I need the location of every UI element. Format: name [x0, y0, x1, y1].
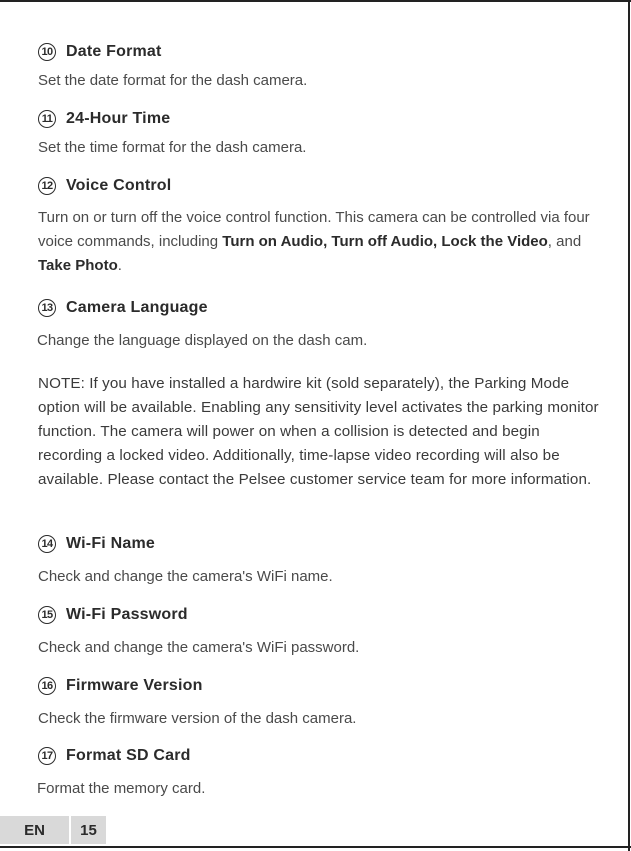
section-title: Format SD Card [66, 747, 191, 764]
parking-mode-note: NOTE: If you have installed a hardwire kit (sold separately), the Parking Mode option will be available. Enabling any sensitivity level activates the parking monitor function. The camera will power on when a collision is detected and begin recording a locked video. Additionally, time-lapse video recording will also be available. Please contact the Pelsee customer service team for more information. [38, 375, 599, 488]
section-heading-wifi-password [38, 604, 188, 626]
section-description: Set the date format for the dash camera. [38, 72, 308, 89]
section-number-badge: 17 [38, 747, 56, 765]
section-description: Check and change the camera's WiFi password. [38, 639, 360, 656]
page-number: 15 [71, 816, 106, 844]
section-number-badge: 10 [38, 43, 56, 61]
section-number-badge: 14 [38, 535, 56, 553]
section-description: Check the firmware version of the dash camera. [38, 710, 357, 727]
section-number-badge: 12 [38, 177, 56, 195]
section-description: Set the time format for the dash camera. [38, 139, 307, 156]
section-number-badge: 11 [38, 110, 56, 128]
section-heading-voice-control [38, 175, 171, 197]
page-border-top [0, 0, 631, 2]
section-title: Camera Language [66, 299, 208, 316]
voice-desc-text: Turn on or turn off the voice control function. This camera can be controlled via four voice commands, including [38, 209, 590, 250]
section-title: 24-Hour Time [66, 110, 171, 127]
voice-command-photo: Take Photo [38, 257, 118, 274]
voice-commands: Turn on Audio, Turn off Audio, Lock the Video [222, 233, 548, 250]
section-description: Change the language displayed on the dash cam. [37, 332, 368, 349]
voice-desc-sep: , and [547, 233, 582, 250]
section-heading-camera-language [38, 297, 208, 319]
language-tab: EN [0, 816, 69, 844]
section-title: Wi-Fi Name [66, 535, 155, 552]
page-border-right [628, 0, 630, 851]
section-number-badge: 13 [38, 299, 56, 317]
section-description-voice-control [38, 206, 593, 278]
section-heading-firmware-version [38, 675, 203, 697]
section-heading-wifi-name [38, 533, 155, 555]
section-heading-format-sd-card [38, 745, 191, 767]
section-title: Voice Control [66, 177, 172, 194]
page-border-bottom [0, 846, 631, 848]
section-heading-24-hour-time [38, 108, 170, 130]
section-number-badge: 15 [38, 606, 56, 624]
section-title: Wi-Fi Password [66, 606, 188, 623]
section-title: Firmware Version [66, 677, 203, 694]
section-description: Check and change the camera's WiFi name. [38, 568, 333, 585]
section-number-badge: 16 [38, 677, 56, 695]
voice-desc-end: . [117, 257, 122, 274]
section-title: Date Format [66, 43, 162, 60]
section-description: Format the memory card. [37, 780, 206, 797]
section-heading-date-format [38, 41, 162, 63]
